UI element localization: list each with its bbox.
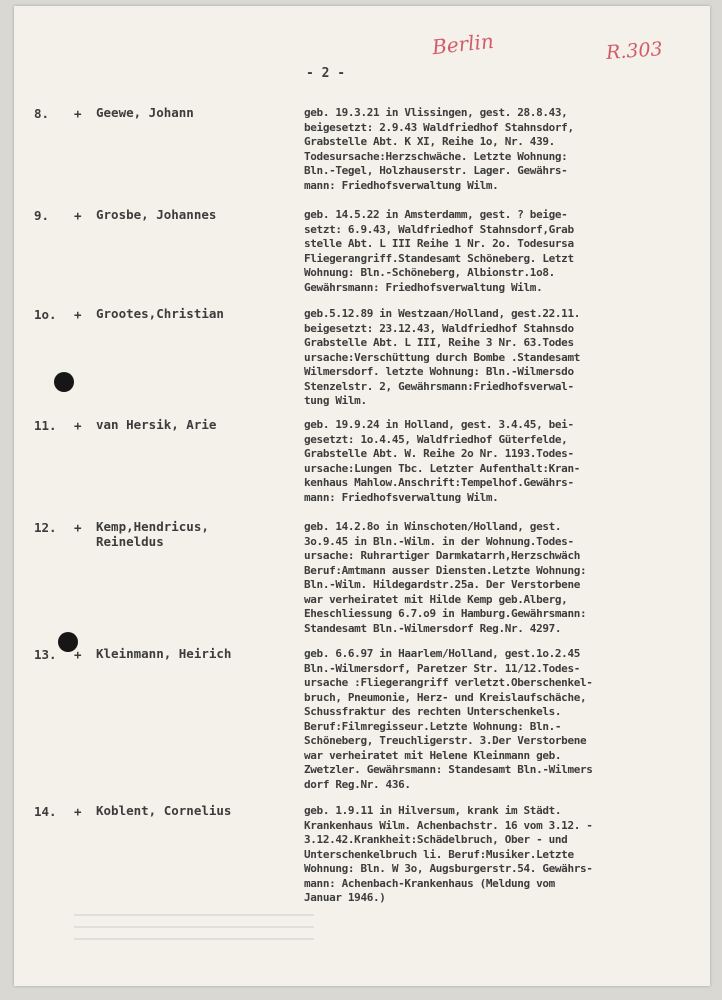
detail-line: ursache: Ruhrartiger Darmkatarrh,Herzschwäch: [304, 549, 580, 562]
deceased-mark: +: [74, 418, 82, 433]
detail-line: stelle Abt. L III Reihe 1 Nr. 2o. Todesursa: [304, 237, 574, 250]
detail-line: Unterschenkelbruch li. Beruf:Musiker.Letzte: [304, 847, 574, 861]
detail-line: kenhaus Mahlow.Anschrift:Tempelhof.Gewährs-: [304, 476, 574, 489]
person-name: Grosbe, Johannes: [96, 207, 217, 222]
detail-line: Todesursache:Herzschwäche. Letzte Wohnung:: [304, 149, 568, 163]
entry-details: [304, 307, 702, 409]
detail-line: geb. 1.9.11 in Hilversum, krank im Städt.: [304, 804, 562, 817]
detail-line: Januar 1946.): [304, 891, 386, 904]
entry-number: 11.: [34, 418, 57, 433]
detail-line: Schussfraktur des rechten Unterschenkels.: [304, 705, 562, 718]
detail-line: ursache:Lungen Tbc. Letzter Aufenthalt:Kran-: [304, 461, 580, 475]
detail-line: Bln.-Wilm. Hildegardstr.25a. Der Verstorbene: [304, 578, 580, 591]
deceased-mark: +: [74, 307, 82, 322]
detail-line: Schöneberg, Treuchligerstr. 3.Der Verstorbene: [304, 734, 587, 747]
detail-line: 3.12.42.Krankheit:Schädelbruch, Ober - und: [304, 833, 568, 846]
detail-line: Grabstelle Abt. W. Reihe 2o Nr. 1193.Todes-: [304, 447, 574, 460]
detail-line: Grabstelle Abt. L III, Reihe 3 Nr. 63.Todes: [304, 336, 574, 349]
document-page: [14, 6, 710, 986]
person-name: Geewe, Johann: [96, 105, 194, 120]
detail-line: ursache :Fliegerangriff verletzt.Oberschenkel-: [304, 676, 593, 689]
detail-line: war verheiratet mit Hilde Kemp geb.Alberg,: [304, 592, 568, 606]
detail-line: Bln.-Tegel, Holzhauserstr. Lager. Gewährs-: [304, 164, 568, 177]
detail-line: 3o.9.45 in Bln.-Wilm. in der Wohnung.Todes-: [304, 534, 574, 548]
handwritten-annotation-left: Berlin: [430, 28, 495, 60]
detail-line: geb. 19.9.24 in Holland, gest. 3.4.45, bei-: [304, 418, 574, 431]
detail-line: Eheschliessung 6.7.o9 in Hamburg.Gewährsmann:: [304, 607, 587, 620]
entry-details: [304, 208, 702, 295]
deceased-mark: +: [74, 106, 82, 121]
detail-line: geb. 14.5.22 in Amsterdamm, gest. ? beige-: [304, 208, 568, 221]
detail-line: Zwetzler. Gewährsmann: Standesamt Bln.-Wilmers: [304, 763, 593, 776]
entry-details: [304, 520, 702, 636]
entry-number: 14.: [34, 804, 57, 819]
detail-line: Wohnung: Bln. W 3o, Augsburgerstr.54. Gewährs-: [304, 862, 593, 875]
handwritten-annotation-right: R.303: [605, 38, 664, 64]
detail-line: beigesetzt: 23.12.43, Waldfriedhof Stahnsdo: [304, 321, 574, 335]
person-name: van Hersik, Arie: [96, 417, 217, 432]
detail-line: Beruf:Amtmann ausser Diensten.Letzte Wohnung:: [304, 563, 587, 577]
deceased-mark: +: [74, 647, 82, 662]
detail-line: bruch, Pneumonie, Herz- und Kreislaufschäche,: [304, 690, 587, 704]
detail-line: mann: Friedhofsverwaltung Wilm.: [304, 490, 499, 504]
detail-line: geb. 6.6.97 in Haarlem/Holland, gest.1o.2.45: [304, 647, 580, 660]
detail-line: dorf Reg.Nr. 436.: [304, 777, 411, 791]
detail-line: ursache:Verschüttung durch Bombe .Standesamt: [304, 350, 580, 364]
detail-line: beigesetzt: 2.9.43 Waldfriedhof Stahnsdorf,: [304, 120, 574, 134]
punch-hole: [54, 372, 74, 392]
deceased-mark: +: [74, 804, 82, 819]
entry-number: 9.: [34, 208, 50, 223]
detail-line: geb.5.12.89 in Westzaan/Holland, gest.22.11.: [304, 307, 580, 320]
entry-number: 1o.: [34, 307, 57, 322]
detail-line: mann: Achenbach-Krankenhaus (Meldung vom: [304, 876, 555, 890]
entry-number: 13.: [34, 647, 57, 662]
detail-line: Grabstelle Abt. K XI, Reihe 1o, Nr. 439.: [304, 135, 555, 148]
person-name: Kleinmann, Heirich: [96, 646, 232, 661]
entry-details: [304, 418, 702, 505]
entry-details: [304, 804, 702, 906]
detail-line: Fliegerangriff.Standesamt Schöneberg. Letzt: [304, 251, 574, 265]
entry-details: [304, 647, 702, 792]
detail-line: geb. 19.3.21 in Vlissingen, gest. 28.8.43,: [304, 106, 568, 119]
detail-line: geb. 14.2.8o in Winschoten/Holland, gest.: [304, 520, 562, 533]
person-name: Grootes,Christian: [96, 306, 224, 321]
detail-line: mann: Friedhofsverwaltung Wilm.: [304, 178, 499, 192]
entry-details: [304, 106, 702, 193]
detail-line: Wohnung: Bln.-Schöneberg, Albionstr.1o8.: [304, 266, 555, 279]
detail-line: Beruf:Filmregisseur.Letzte Wohnung: Bln.-: [304, 719, 562, 733]
detail-line: gesetzt: 1o.4.45, Waldfriedhof Güterfelde,: [304, 432, 568, 446]
entry-number: 12.: [34, 520, 57, 535]
page-number: - 2 -: [306, 66, 346, 81]
detail-line: Wilmersdorf. letzte Wohnung: Bln.-Wilmersdo: [304, 365, 574, 378]
detail-line: Bln.-Wilmersdorf, Paretzer Str. 11/12.Todes-: [304, 661, 580, 675]
detail-line: Stenzelstr. 2, Gewährsmann:Friedhofsverwal-: [304, 379, 574, 393]
deceased-mark: +: [74, 520, 82, 535]
deceased-mark: +: [74, 208, 82, 223]
detail-line: tung Wilm.: [304, 394, 367, 407]
bleed-through-marks: [74, 904, 314, 954]
entry-number: 8.: [34, 106, 50, 121]
detail-line: Krankenhaus Wilm. Achenbachstr. 16 vom 3.12. -: [304, 818, 593, 832]
detail-line: Gewährsmann: Friedhofsverwaltung Wilm.: [304, 280, 543, 294]
person-name: Kemp,Hendricus, Reineldus: [96, 519, 209, 549]
detail-line: setzt: 6.9.43, Waldfriedhof Stahnsdorf,Grab: [304, 222, 574, 236]
detail-line: war verheiratet mit Helene Kleinmann geb.: [304, 748, 562, 762]
detail-line: Standesamt Bln.-Wilmersdorf Reg.Nr. 4297.: [304, 621, 562, 635]
person-name: Koblent, Cornelius: [96, 803, 232, 818]
